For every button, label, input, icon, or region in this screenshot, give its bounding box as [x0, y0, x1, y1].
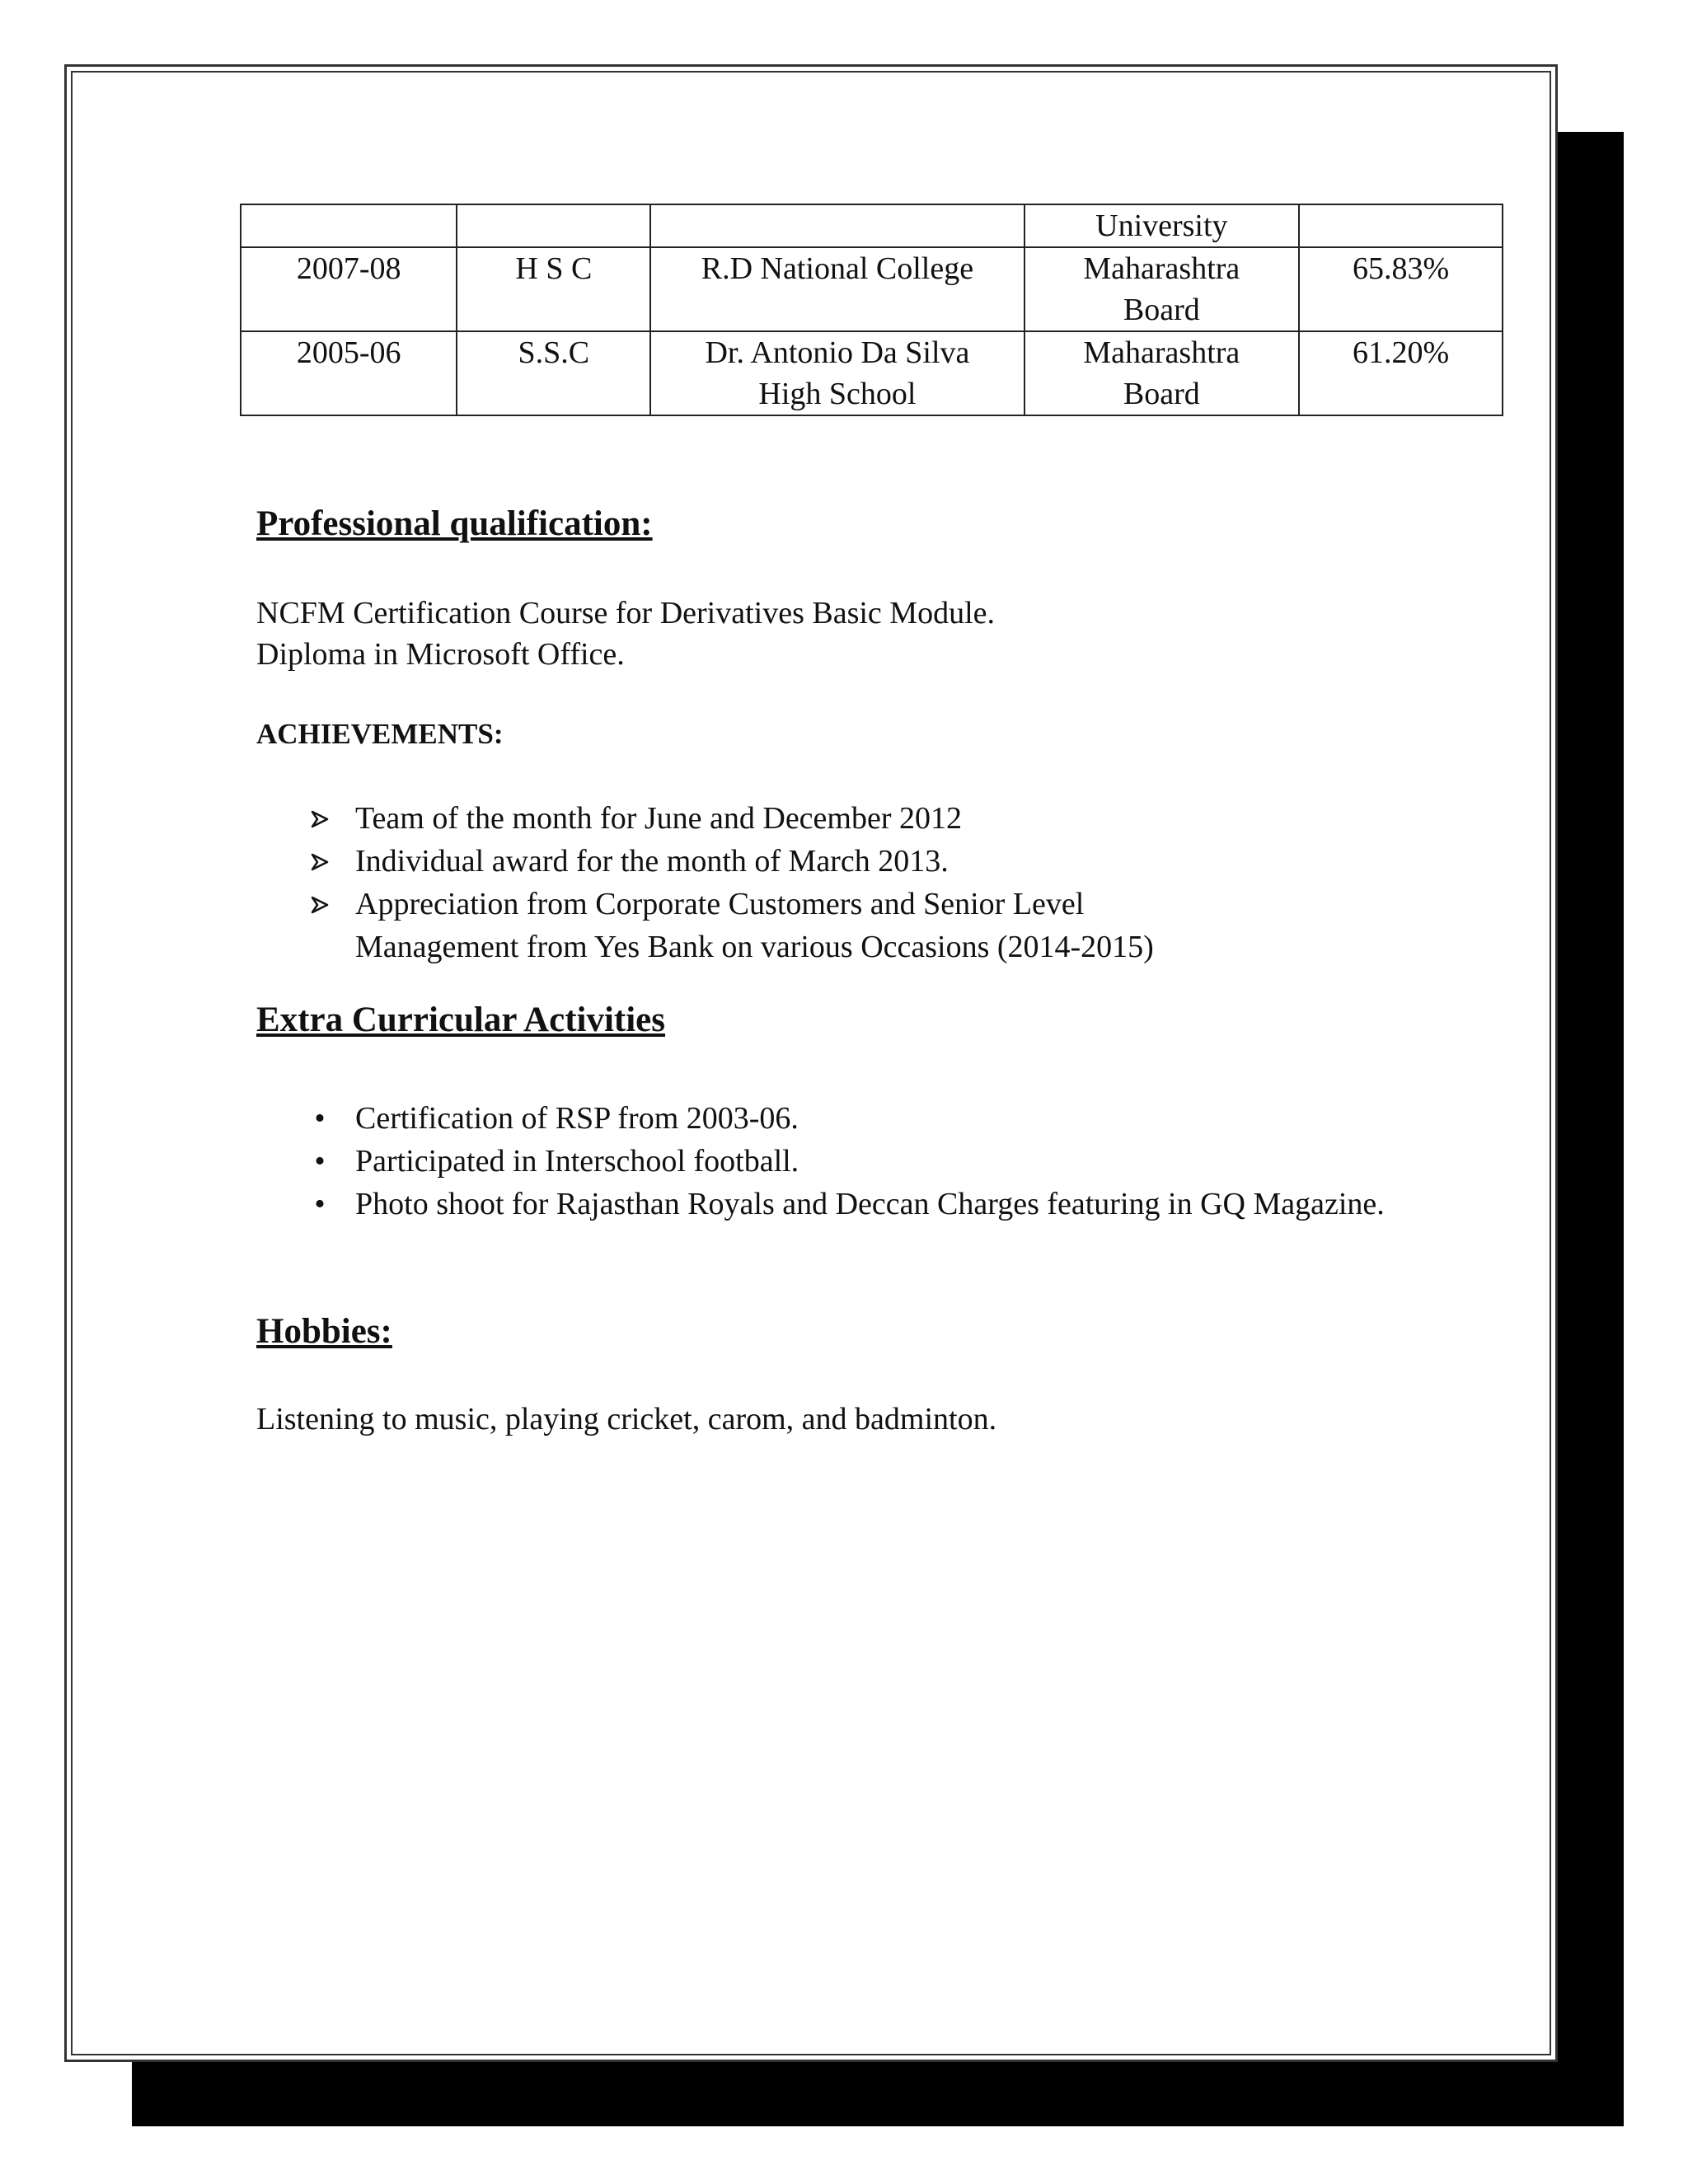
table-cell [457, 204, 650, 247]
list-item-text: Participated in Interschool football. [355, 1144, 799, 1179]
professional-qualification-heading: Professional qualification: [256, 504, 653, 543]
professional-line: NCFM Certification Course for Derivatives Basic Module. [256, 596, 996, 630]
table-cell [1299, 204, 1503, 247]
table-cell: H S C [457, 247, 650, 331]
achievements-heading: ACHIEVEMENTS: [256, 718, 504, 750]
list-item [256, 1183, 1443, 1226]
table-cell: 65.83% [1299, 247, 1503, 331]
bullet-dot-icon: • [314, 1101, 326, 1136]
page-frame [64, 64, 1558, 2062]
list-item-text: Appreciation from Corporate Customers and Senior Level Management from Yes Bank on various Occasions (2014-2015) [355, 887, 1154, 964]
list-item [256, 1097, 1443, 1140]
list-item-text: Photo shoot for Rajasthan Royals and Deccan Charges featuring in GQ Magazine. [355, 1187, 1385, 1221]
hobbies-heading: Hobbies: [256, 1312, 392, 1351]
table-cell: University [1025, 204, 1299, 247]
table-cell: S.S.C [457, 331, 650, 415]
list-item-text: Team of the month for June and December 2012 [355, 801, 962, 836]
table-cell: Maharashtra Board [1025, 331, 1299, 415]
table-cell: 2005-06 [241, 331, 457, 415]
list-item [256, 883, 1229, 968]
professional-line: Diploma in Microsoft Office. [256, 637, 625, 672]
page-content [67, 67, 1555, 2060]
table-cell [241, 204, 457, 247]
education-table [240, 204, 1503, 416]
extra-curricular-list [256, 1097, 1443, 1226]
bullet-dot-icon: • [314, 1144, 326, 1179]
list-item [256, 840, 1443, 883]
table-cell: R.D National College [650, 247, 1024, 331]
achievements-list [256, 797, 1443, 968]
table-row [241, 204, 1503, 247]
table-cell: 2007-08 [241, 247, 457, 331]
bullet-dot-icon: • [314, 1187, 326, 1221]
table-cell [650, 204, 1024, 247]
list-item [256, 1140, 1443, 1183]
hobbies-text: Listening to music, playing cricket, carom, and badminton. [256, 1402, 997, 1436]
list-item-text: Certification of RSP from 2003-06. [355, 1101, 799, 1136]
table-cell: 61.20% [1299, 331, 1503, 415]
table-row [241, 247, 1503, 331]
table-row [241, 331, 1503, 415]
list-item [256, 797, 1443, 840]
list-item-text: Individual award for the month of March 2013. [355, 844, 949, 879]
table-cell: Dr. Antonio Da Silva High School [650, 331, 1024, 415]
table-cell: Maharashtra Board [1025, 247, 1299, 331]
extra-curricular-heading: Extra Curricular Activities [256, 1001, 665, 1039]
